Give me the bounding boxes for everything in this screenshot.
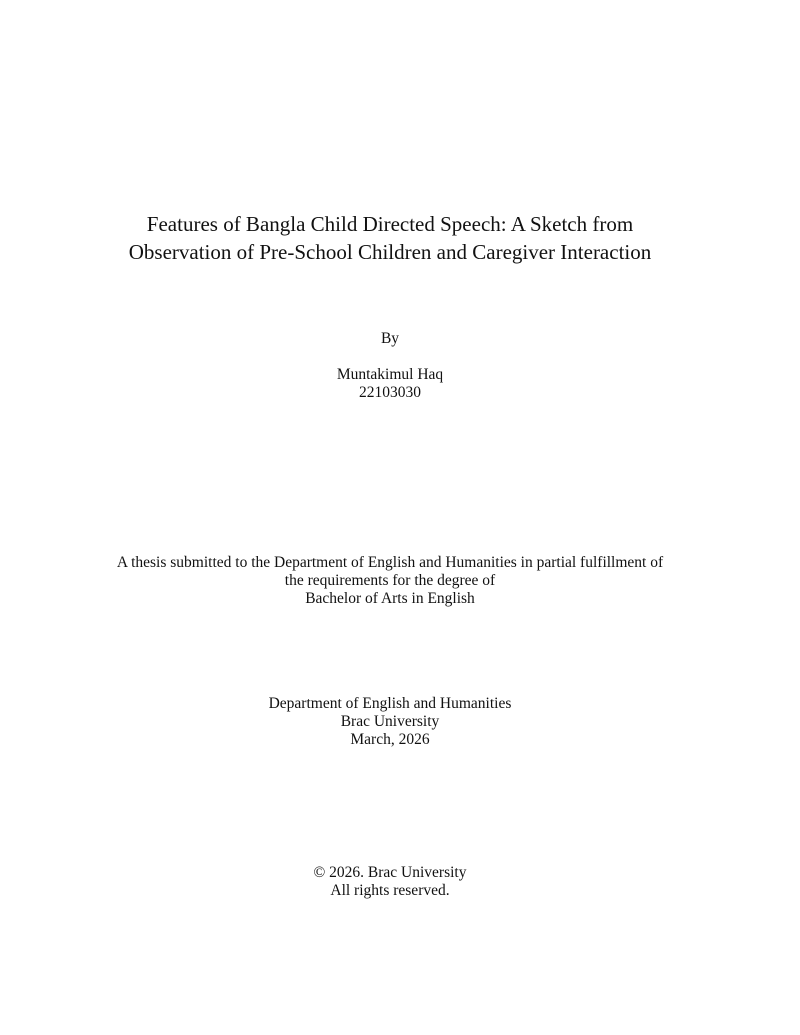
submission-line-3: Bachelor of Arts in English <box>305 590 475 607</box>
thesis-title <box>0 210 780 266</box>
submission-statement <box>0 554 780 608</box>
title-line-2: Observation of Pre-School Children and Caregiver Interaction <box>128 240 652 264</box>
submission-line-1: A thesis submitted to the Department of English and Humanities in partial fulfillment of <box>116 554 664 571</box>
by-label: By <box>380 330 400 347</box>
submission-line-2: the requirements for the degree of <box>284 572 496 589</box>
rights-reserved: All rights reserved. <box>330 882 450 899</box>
title-line-1: Features of Bangla Child Directed Speech: A Sketch from <box>146 212 634 236</box>
submission-date: March, 2026 <box>350 731 430 748</box>
student-id: 22103030 <box>359 384 421 401</box>
author-block <box>0 366 780 402</box>
institution-block <box>0 695 780 749</box>
author-name: Muntakimul Haq <box>336 366 444 383</box>
copyright-notice: © 2026. Brac University <box>313 864 467 881</box>
copyright-block <box>0 864 780 900</box>
university-name: Brac University <box>340 713 440 730</box>
byline-by <box>0 330 780 348</box>
department-name: Department of English and Humanities <box>268 695 512 712</box>
